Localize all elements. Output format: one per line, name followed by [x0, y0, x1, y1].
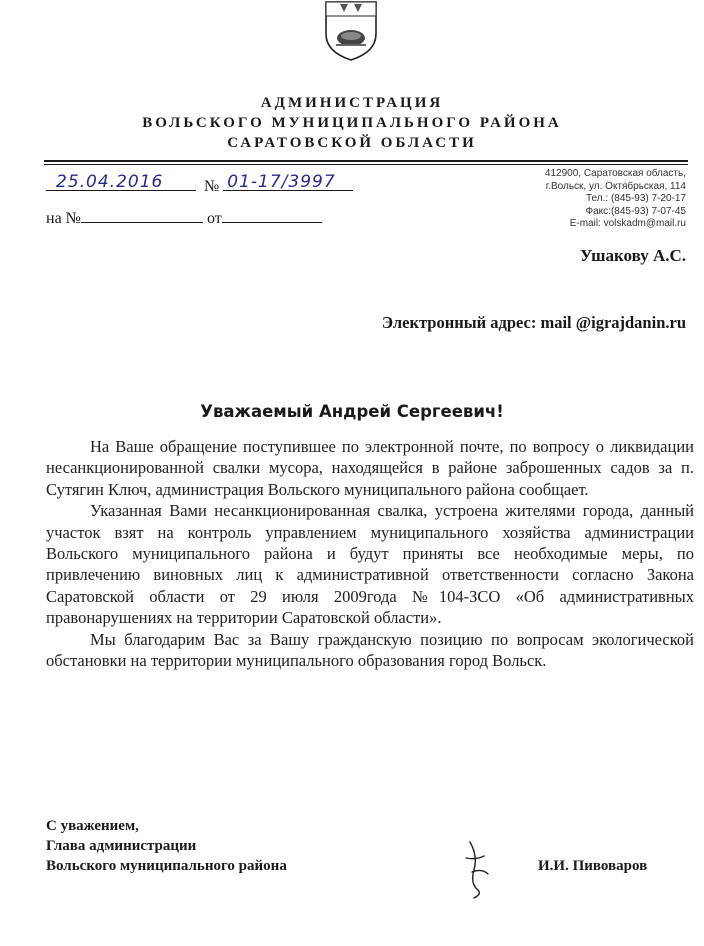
number-sign: №	[204, 178, 220, 195]
body-paragraph-3: Мы благодарим Вас за Вашу гражданскую позицию по вопросам экологической обстановки на территории муниципального образования город Вольск.	[46, 629, 694, 671]
body-paragraph-1: На Ваше обращение поступившее по электронной почте, по вопросу о ликвидации несанкционированной свалки мусора, находящейся в районе заброшенных садов за п. Сутягин Ключ, администрация Вольского муниципального района сообщает.	[46, 437, 694, 499]
contact-street: г.Вольск, ул. Октябрьская, 114	[545, 180, 686, 192]
contact-fax: Факс:(845-93) 7-07-45	[585, 205, 686, 217]
reference-line	[46, 208, 322, 228]
reference-date-field	[222, 208, 322, 223]
contact-phone: Тел.: (845-93) 7-20-17	[586, 193, 686, 204]
handwritten-date: 25.04.2016	[56, 172, 164, 192]
header-divider-thin	[44, 164, 688, 165]
recipient-email: Электронный адрес: mail @igrajdanin.ru	[381, 313, 686, 332]
contact-email: E-mail: volskadm@mail.ru	[569, 218, 686, 229]
signatory-name: И.И. Пивоваров	[538, 858, 648, 874]
contact-block	[545, 168, 686, 231]
signature-block	[46, 816, 287, 876]
handwritten-signature	[448, 838, 498, 902]
org-line-2: ВОЛЬСКОГО МУНИЦИПАЛЬНОГО РАЙОНА	[142, 115, 562, 131]
date-field	[46, 172, 196, 192]
signature-position-1: Глава администрации	[46, 838, 197, 854]
body-paragraph-2: Указанная Вами несанкционированная свалка, устроена жителями города, данный участок взят на контроль управлением муниципального хозяйства администрации Вольского муниципального района и будут приняты все необходимые меры, по привлечению виновных лиц к административной ответственности согласно Закона Саратовской области от 29 июля 2009года №104-ЗСО «Об административных правонарушениях на территории Саратовской области».	[46, 501, 694, 628]
recipient-name: Ушакову А.С.	[580, 246, 686, 265]
number-field	[223, 172, 353, 192]
signature-position-2: Вольского муниципального района	[46, 858, 287, 874]
reference-number-field	[81, 208, 203, 223]
outgoing-number-line	[46, 172, 353, 196]
org-line-1: АДМИНИСТРАЦИЯ	[260, 95, 444, 111]
contact-address: 412900, Саратовская область,	[544, 168, 686, 179]
reference-prefix: на №	[46, 210, 81, 227]
signature-closing: С уважением,	[46, 818, 139, 834]
handwritten-number: 01-17/3997	[227, 172, 336, 192]
reference-from: от	[206, 210, 222, 227]
header-divider	[44, 160, 688, 162]
org-line-3: САРАТОВСКОЙ ОБЛАСТИ	[227, 135, 477, 151]
salutation: Уважаемый Андрей Сергеевич!	[200, 402, 504, 421]
coat-of-arms-emblem	[318, 0, 384, 62]
letter-body	[46, 436, 694, 671]
